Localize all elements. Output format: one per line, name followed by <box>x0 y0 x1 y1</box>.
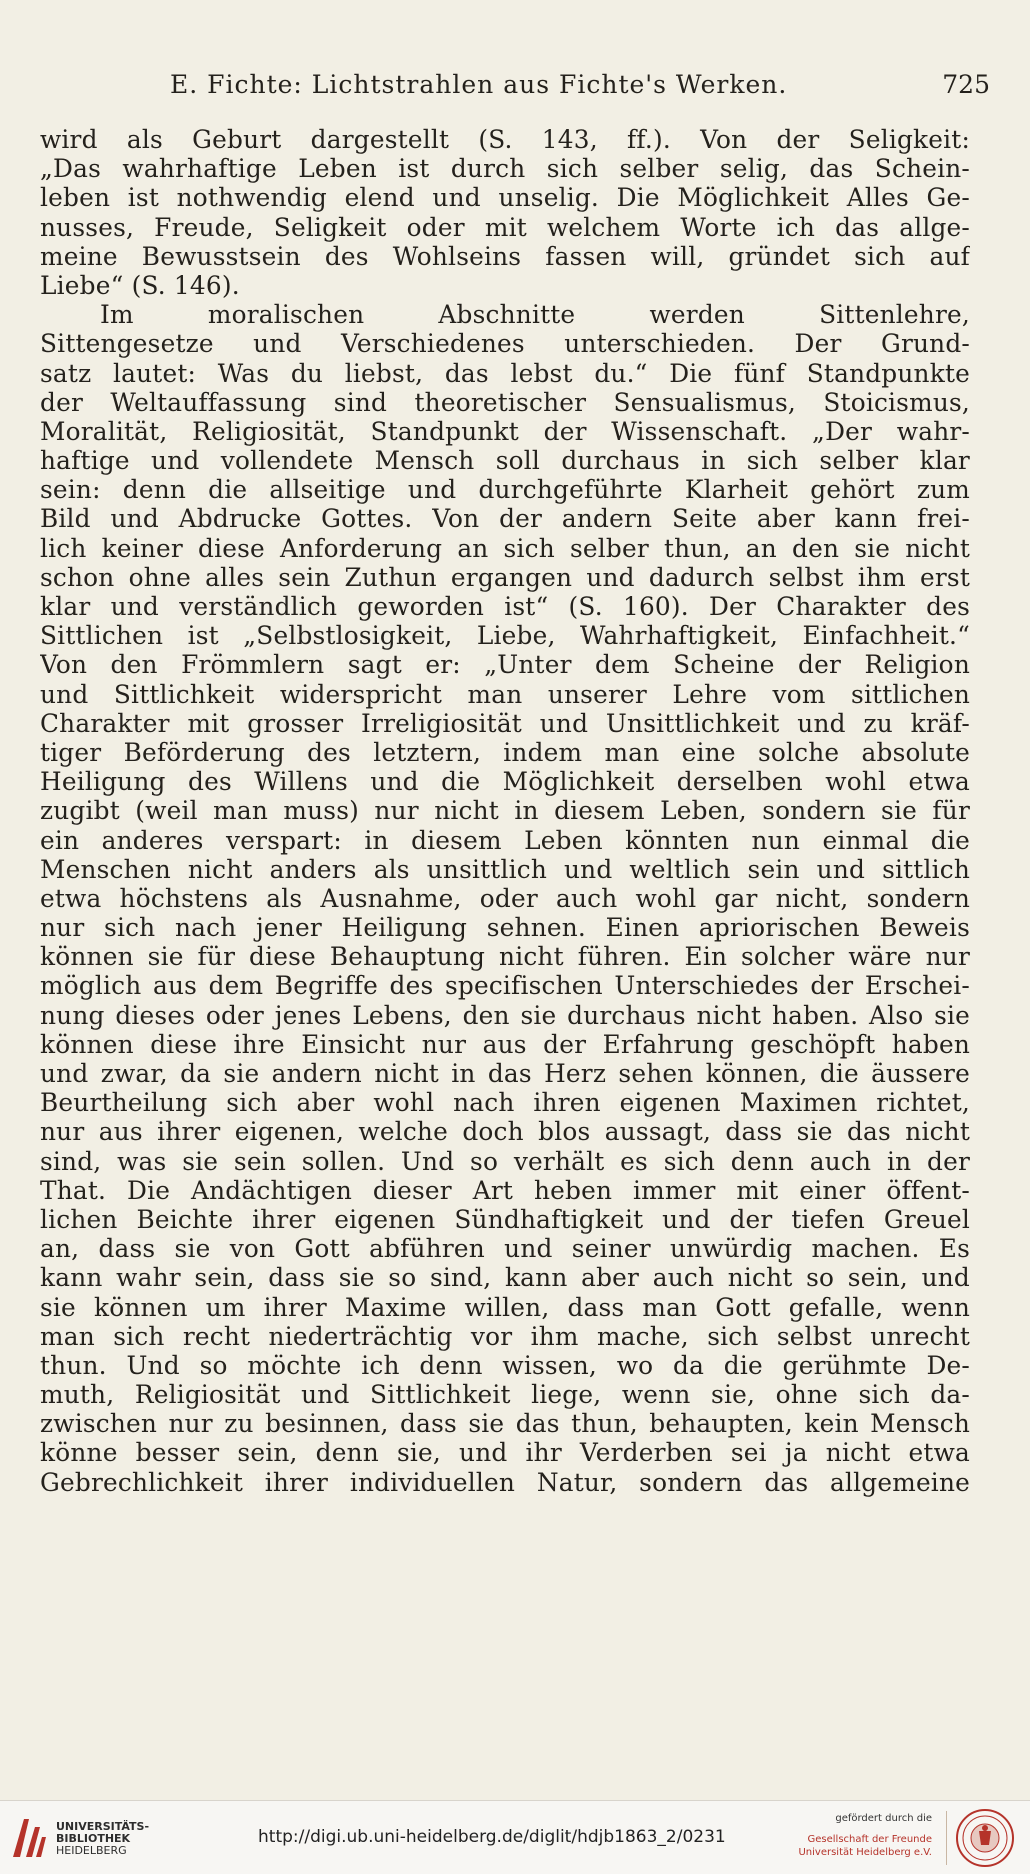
library-logo-icon <box>10 1813 48 1861</box>
text-line: lichen Beichte ihrer eigenen Sündhaftigkeit und der tiefen Greuel <box>40 1204 970 1234</box>
text-line: etwa höchstens als Ausnahme, oder auch wohl gar nicht, sondern <box>40 883 970 913</box>
text-line: Sittengesetze und Verschiedenes unterschieden. Der Grund- <box>40 329 970 359</box>
text-line: satz lautet: Was du liebst, das lebst du.“ Die fünf Standpunkte <box>40 358 970 388</box>
running-title: E. Fichte: Lichtstrahlen aus Fichte's Werken. <box>170 70 788 99</box>
text-line: können diese ihre Einsicht nur aus der Erfahrung geschöpft haben <box>40 1029 970 1059</box>
viewer-footer <box>0 1800 1030 1874</box>
page-number: 725 <box>942 70 990 99</box>
footer-divider <box>946 1811 947 1865</box>
text-line: tiger Beförderung des letztern, indem man eine solche absolute <box>40 737 970 767</box>
text-line: leben ist nothwendig elend und unselig. Die Möglichkeit Alles Ge- <box>40 183 970 213</box>
text-line: meine Bewusstsein des Wohlseins fassen will, gründet sich auf <box>40 241 970 271</box>
text-line: Gebrechlichkeit ihrer individuellen Natur, sondern das allgemeine <box>40 1467 970 1497</box>
text-line: Von den Frömmlern sagt er: „Unter dem Scheine der Religion <box>40 650 970 680</box>
text-line: Moralität, Religiosität, Standpunkt der Wissenschaft. „Der wahr- <box>40 416 970 446</box>
text-line: nung dieses oder jenes Lebens, den sie durchaus nicht haben. Also sie <box>40 1000 970 1030</box>
text-line: nur aus ihrer eigenen, welche doch blos aussagt, dass sie das nicht <box>40 1117 970 1147</box>
library-name <box>56 1821 149 1857</box>
text-line: Menschen nicht anders als unsittlich und weltlich sein und sittlich <box>40 854 970 884</box>
text-line: „Das wahrhaftige Leben ist durch sich selber selig, das Schein- <box>40 154 970 184</box>
library-name-line3: HEIDELBERG <box>56 1844 127 1857</box>
text-line: nur sich nach jener Heiligung sehnen. Einen apriorischen Beweis <box>40 913 970 943</box>
text-line: kann wahr sein, dass sie so sind, kann aber auch nicht so sein, und <box>40 1263 970 1293</box>
text-line: nusses, Freude, Seligkeit oder mit welchem Worte ich das allge- <box>40 212 970 242</box>
text-line: ein anderes verspart: in diesem Leben könnten nun einmal die <box>40 825 970 855</box>
text-line: sie können um ihrer Maxime willen, dass man Gott gefalle, wenn <box>40 1292 970 1322</box>
text-line: Charakter mit grosser Irreligiosität und Unsittlichkeit und zu kräf- <box>40 708 970 738</box>
text-line: Liebe“ (S. 146). <box>40 270 240 300</box>
text-line: können sie für diese Behauptung nicht führen. Ein solcher wäre nur <box>40 942 970 972</box>
text-line: möglich aus dem Begriffe des specifischen Unterschiedes der Erschei- <box>40 971 970 1001</box>
text-line: Sittlichen ist „Selbstlosigkeit, Liebe, Wahrhaftigkeit, Einfachheit.“ <box>40 621 970 651</box>
sponsor-block <box>780 1807 940 1869</box>
document-url[interactable]: http://digi.ub.uni-heidelberg.de/diglit/hdjb1863_2/0231 <box>258 1827 726 1847</box>
library-name-line2: BIBLIOTHEK <box>56 1832 131 1845</box>
society-name <box>798 1833 932 1859</box>
text-line: sein: denn die allseitige und durchgeführte Klarheit gehört zum <box>40 475 970 505</box>
text-line: klar und verständlich geworden ist“ (S. 160). Der Charakter des <box>40 592 970 621</box>
text-line: zugibt (weil man muss) nur nicht in diesem Leben, sondern sie für <box>40 796 970 826</box>
library-name-line1: UNIVERSITÄTS- <box>56 1820 150 1833</box>
text-line: und zwar, da sie andern nicht in das Herz sehen können, die äussere <box>40 1059 970 1088</box>
text-line: schon ohne alles sein Zuthun ergangen und dadurch selbst ihm erst <box>40 562 970 592</box>
society-name-line1: Gesellschaft der Freunde <box>807 1834 932 1845</box>
society-name-line2: Universität Heidelberg e.V. <box>798 1847 932 1858</box>
text-line: Bild und Abdrucke Gottes. Von der andern Seite aber kann frei- <box>40 504 970 534</box>
text-line: muth, Religiosität und Sittlichkeit liege, wenn sie, ohne sich da- <box>40 1380 970 1410</box>
university-seal-icon[interactable] <box>952 1807 1018 1869</box>
text-line: thun. Und so möchte ich denn wissen, wo da die gerühmte De- <box>40 1350 970 1380</box>
text-line: zwischen nur zu besinnen, dass sie das thun, behaupten, kein Mensch <box>40 1409 970 1439</box>
text-line: der Weltauffassung sind theoretischer Sensualismus, Stoicismus, <box>40 387 970 417</box>
text-line: wird als Geburt dargestellt (S. 143, ff.). Von der Seligkeit: <box>40 125 970 154</box>
text-line: That. Die Andächtigen dieser Art heben immer mit einer öffent- <box>40 1175 970 1205</box>
library-logo[interactable] <box>10 1813 150 1863</box>
text-line: Heiligung des Willens und die Möglichkeit derselben wohl etwa <box>40 767 970 797</box>
body-text <box>40 125 970 1497</box>
text-line: könne besser sein, denn sie, und ihr Verderben sei ja nicht etwa <box>40 1438 970 1468</box>
text-line: lich keiner diese Anforderung an sich selber thun, an den sie nicht <box>40 533 970 563</box>
text-line: und Sittlichkeit widerspricht man unserer Lehre vom sittlichen <box>40 679 970 709</box>
text-line: Beurtheilung sich aber wohl nach ihren eigenen Maximen richtet, <box>40 1088 970 1118</box>
text-line: man sich recht niederträchtig vor ihm mache, sich selbst unrecht <box>40 1321 970 1351</box>
funded-by-label: gefördert durch die <box>835 1813 932 1824</box>
text-line: Im moralischen Abschnitte werden Sittenlehre, <box>100 300 970 330</box>
text-line: haftige und vollendete Mensch soll durchaus in sich selber klar <box>40 446 970 476</box>
page-header <box>40 70 1000 110</box>
text-line: sind, was sie sein sollen. Und so verhält es sich denn auch in der <box>40 1146 970 1176</box>
text-line: an, dass sie von Gott abführen und seiner unwürdig machen. Es <box>40 1234 970 1264</box>
